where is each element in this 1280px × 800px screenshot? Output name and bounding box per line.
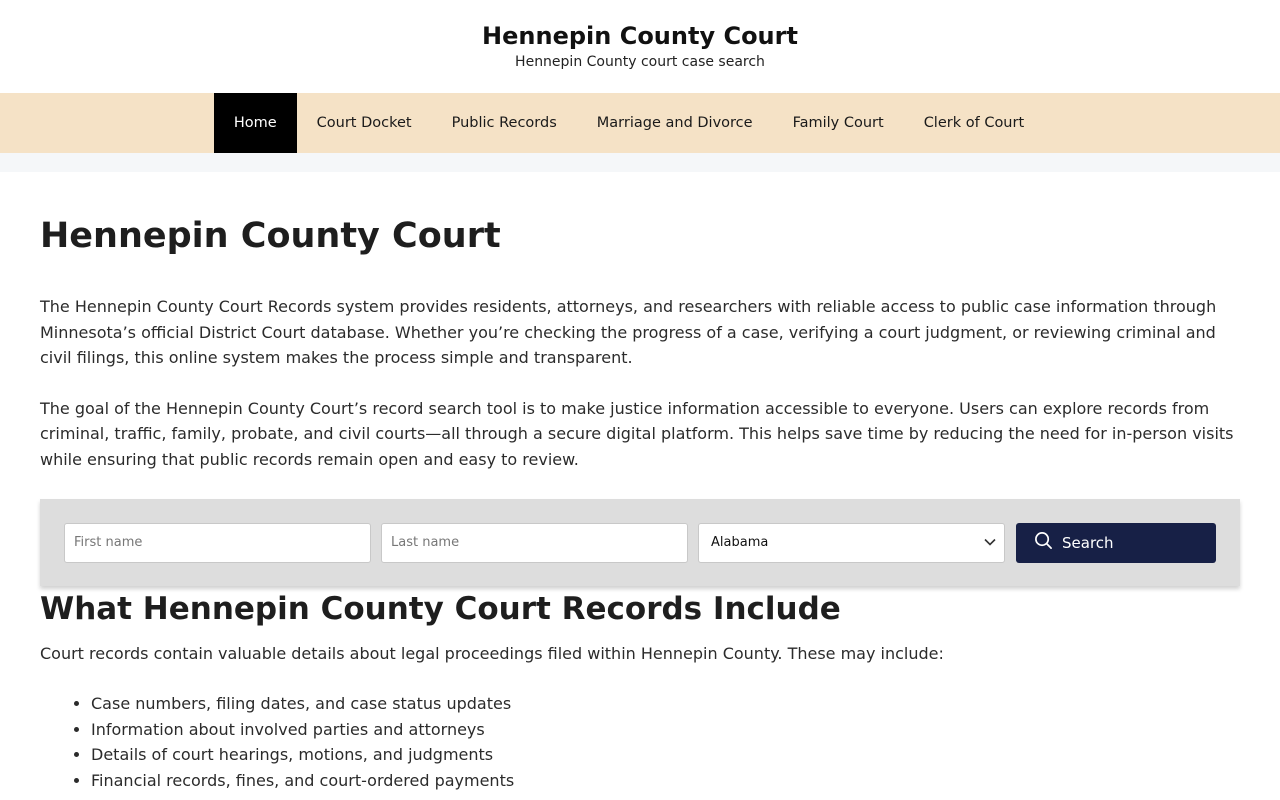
list-item: • Information about involved parties and attorneys bbox=[91, 717, 1240, 743]
state-select-value: Alabama bbox=[711, 535, 769, 551]
list-item: • Details of court hearings, motions, and judgments bbox=[91, 742, 1240, 768]
search-button[interactable] bbox=[1016, 523, 1216, 563]
nav-item-clerk-of-court[interactable]: Clerk of Court bbox=[923, 115, 1025, 131]
site-tagline: Hennepin County court case search bbox=[515, 54, 765, 70]
nav-divider-strip bbox=[0, 153, 1280, 172]
chevron-down-icon bbox=[984, 536, 996, 549]
goal-paragraph: The goal of the Hennepin County Court’s record search tool is to make justice information accessible to everyone. Users can explore records from criminal, traffic, family, probate, and civil courts—all through a secure digital platform. This helps save time by reducing the need for in-person visits while ensuring that public records remain open and easy to review. bbox=[40, 398, 1234, 469]
records-section-title: What Hennepin County Court Records Include bbox=[40, 590, 841, 627]
page-title: Hennepin County Court bbox=[40, 216, 501, 256]
nav-menu bbox=[214, 93, 1044, 153]
intro-paragraph: The Hennepin County Court Records system provides residents, attorneys, and researchers with reliable access to public case information through Minnesota’s official District Court database. Whether you’re checking the progress of a case, verifying a court judgment, or reviewing criminal and civil filings, this online system makes the process simple and transparent. bbox=[40, 297, 1217, 368]
state-select[interactable] bbox=[698, 523, 1005, 563]
last-name-input[interactable] bbox=[381, 523, 688, 563]
main-content bbox=[0, 216, 1280, 794]
search-icon bbox=[1034, 531, 1062, 554]
records-intro: Court records contain valuable details about legal proceedings filed within Hennepin County. These may include: bbox=[40, 643, 944, 663]
site-header bbox=[0, 0, 1280, 93]
nav-item-home[interactable]: Home bbox=[214, 93, 297, 153]
site-title[interactable]: Hennepin County Court bbox=[482, 22, 798, 50]
records-list bbox=[40, 691, 1240, 793]
search-panel bbox=[40, 499, 1240, 586]
nav-item-marriage-and-divorce[interactable]: Marriage and Divorce bbox=[596, 115, 753, 131]
main-nav bbox=[0, 93, 1280, 153]
first-name-input[interactable] bbox=[64, 523, 371, 563]
nav-item-family-court[interactable]: Family Court bbox=[792, 115, 884, 131]
nav-item-court-docket[interactable]: Court Docket bbox=[316, 115, 412, 131]
search-button-label: Search bbox=[1062, 533, 1114, 552]
nav-item-public-records[interactable]: Public Records bbox=[451, 115, 557, 131]
list-item: • Financial records, fines, and court-ordered payments bbox=[91, 768, 1240, 794]
list-item: • Case numbers, filing dates, and case status updates bbox=[91, 691, 1240, 717]
